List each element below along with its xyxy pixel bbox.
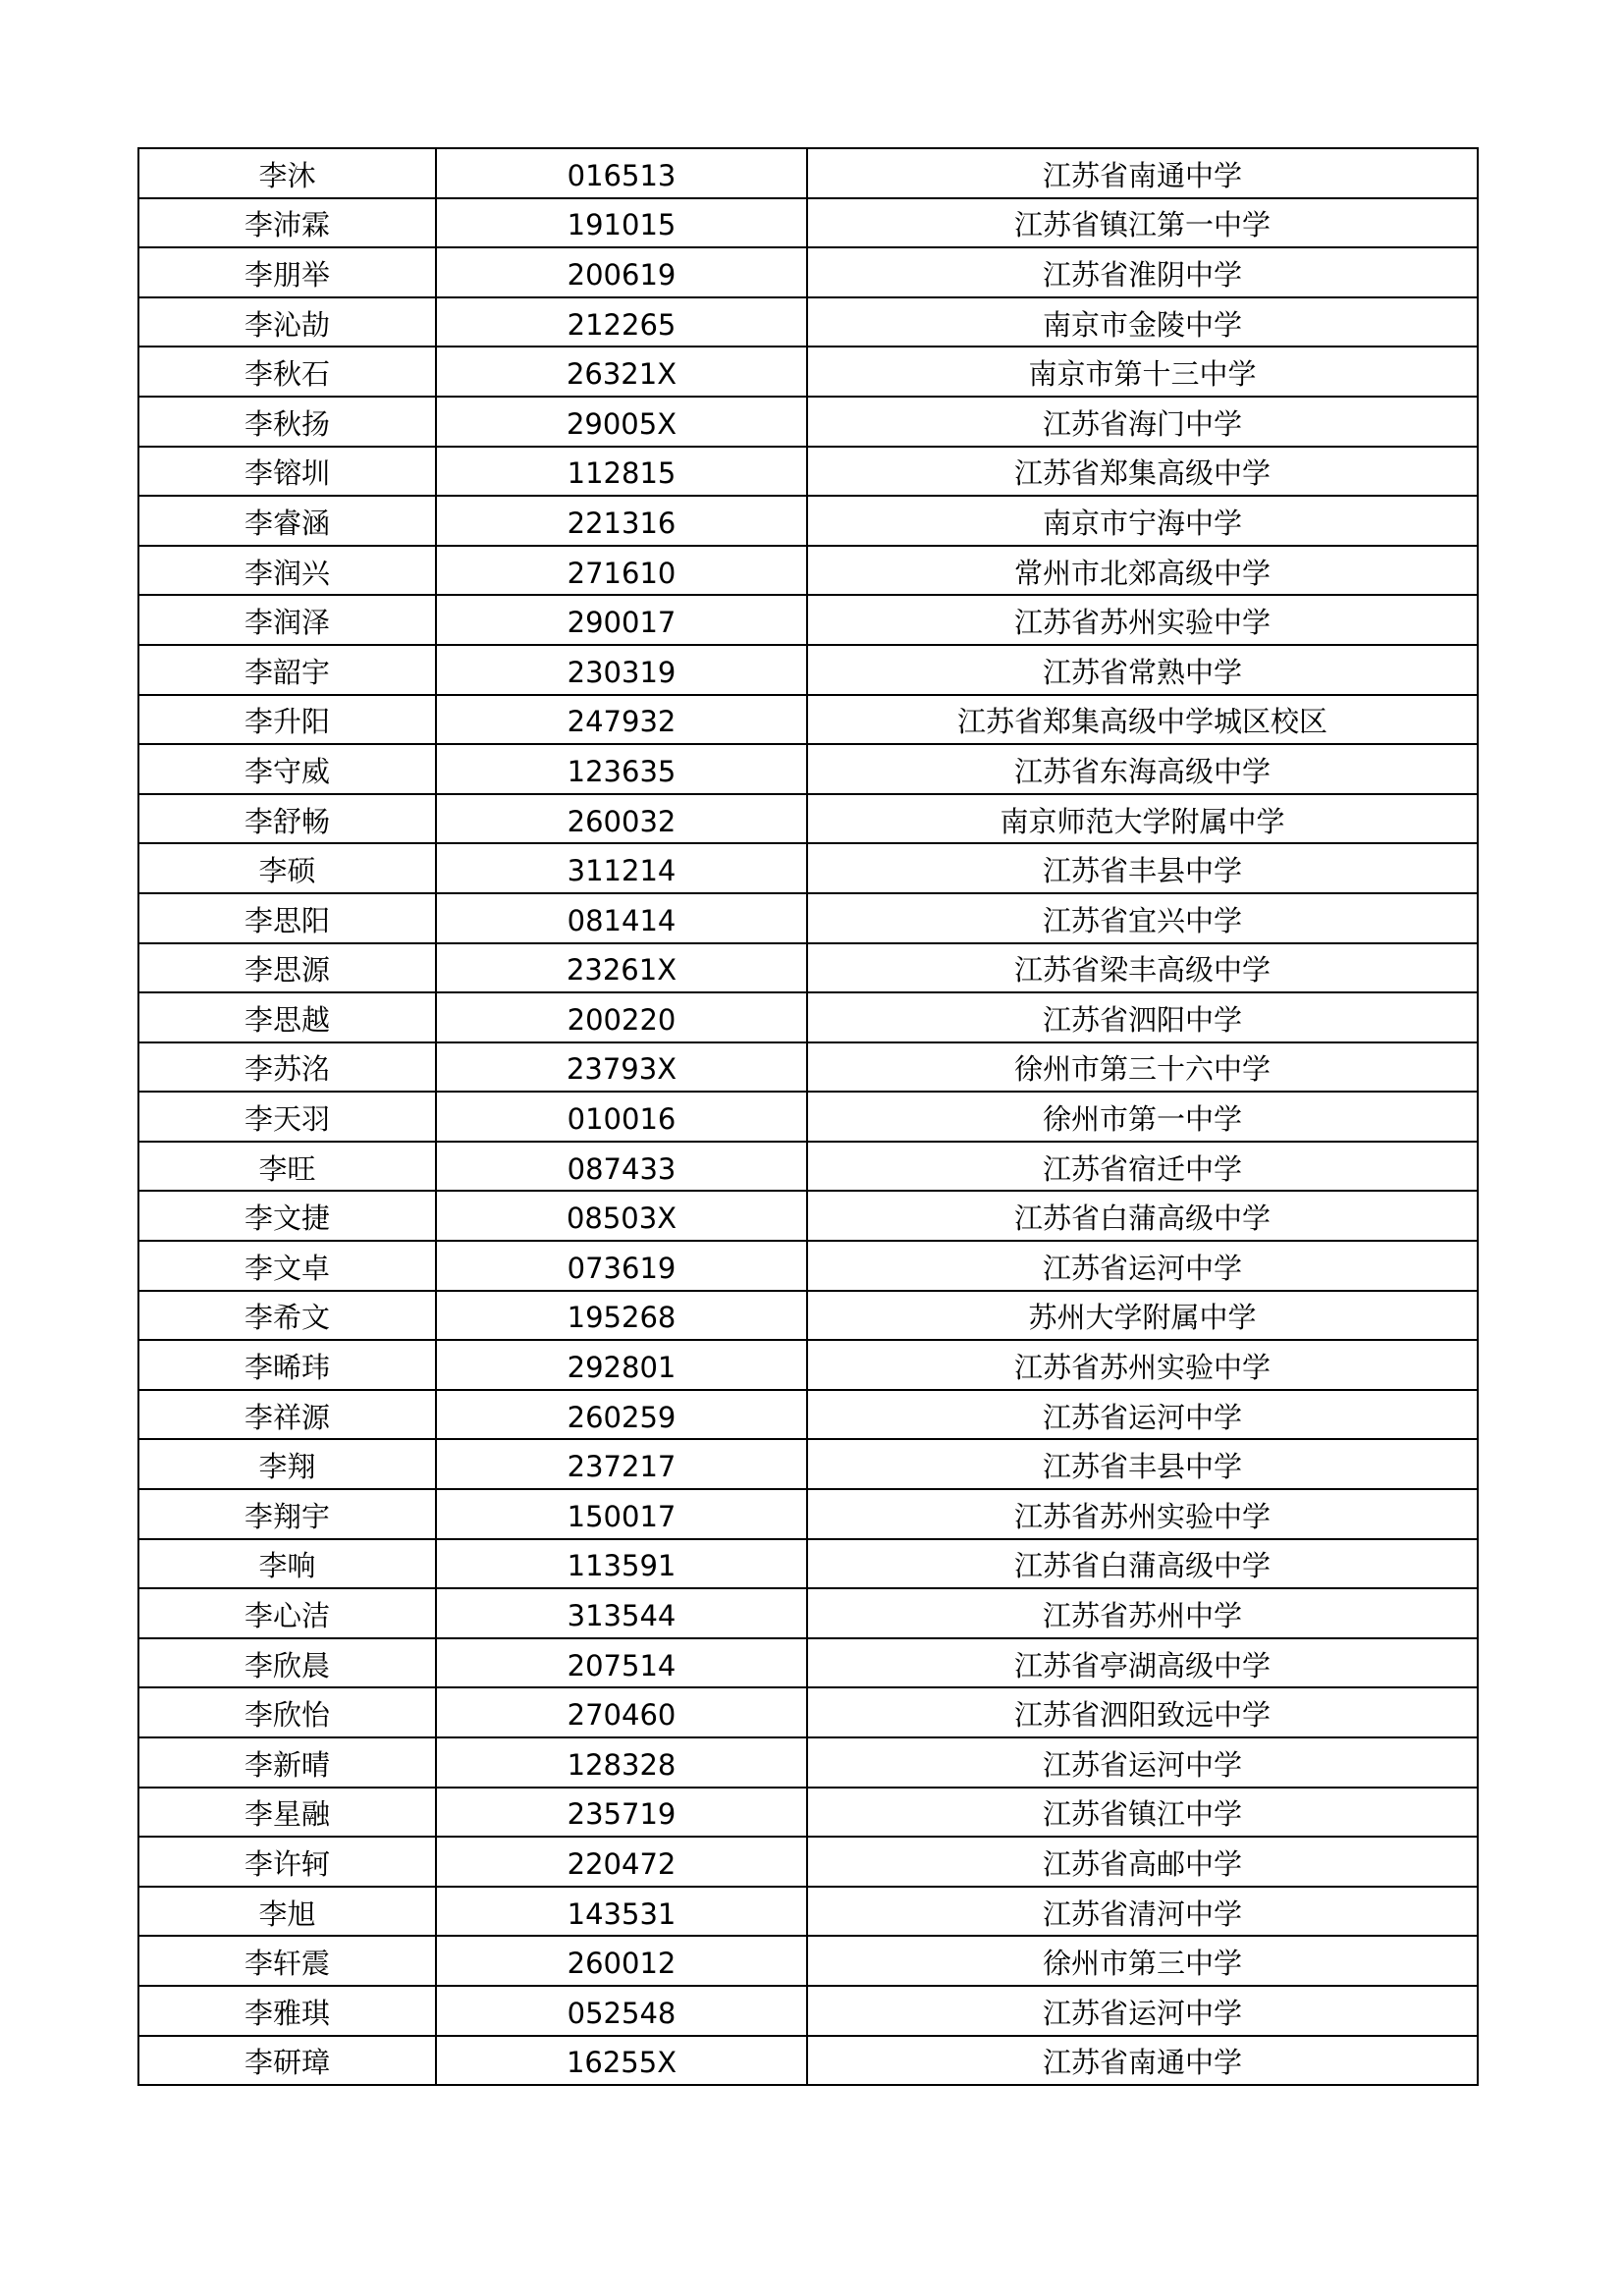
school-cell-text: 江苏省清河中学 xyxy=(1042,1896,1242,1931)
table-row xyxy=(138,496,1478,546)
school-cell-text: 江苏省镇江第一中学 xyxy=(1013,208,1271,242)
name-cell-text: 李心洁 xyxy=(244,1599,330,1633)
id-cell xyxy=(436,1539,807,1589)
table-row xyxy=(138,1092,1478,1142)
school-cell-text: 江苏省郑集高级中学 xyxy=(1013,456,1271,491)
table-row xyxy=(138,2036,1478,2086)
id-cell-text: 112815 xyxy=(567,456,677,491)
school-cell-text: 江苏省苏州实验中学 xyxy=(1013,1351,1271,1385)
name-cell xyxy=(138,397,436,447)
id-cell xyxy=(436,1340,807,1390)
roster-table xyxy=(137,147,1479,2086)
school-cell xyxy=(807,794,1478,844)
school-cell xyxy=(807,1439,1478,1489)
school-cell-text: 南京市第十三中学 xyxy=(1028,357,1257,392)
name-cell-text: 李思源 xyxy=(244,953,330,988)
name-cell xyxy=(138,794,436,844)
school-cell xyxy=(807,1241,1478,1291)
id-cell-text: 311214 xyxy=(567,854,677,888)
id-cell xyxy=(436,347,807,397)
id-cell-text: 212265 xyxy=(567,307,677,342)
school-cell-text: 徐州市第三十六中学 xyxy=(1013,1052,1271,1087)
id-cell xyxy=(436,1241,807,1291)
name-cell xyxy=(138,297,436,347)
school-cell xyxy=(807,546,1478,596)
name-cell xyxy=(138,1241,436,1291)
name-cell-text: 李新晴 xyxy=(244,1747,330,1782)
school-cell xyxy=(807,1291,1478,1341)
name-cell xyxy=(138,148,436,198)
id-cell-text: 271610 xyxy=(567,556,677,590)
school-cell-text: 江苏省丰县中学 xyxy=(1042,854,1242,888)
school-cell-text: 江苏省泗阳中学 xyxy=(1042,1002,1242,1037)
id-cell xyxy=(436,1687,807,1737)
name-cell xyxy=(138,595,436,645)
school-cell xyxy=(807,496,1478,546)
name-cell-text: 李研璋 xyxy=(244,2046,330,2080)
school-cell-text: 江苏省白蒲高级中学 xyxy=(1013,1549,1271,1583)
name-cell-text: 李沁劼 xyxy=(244,307,330,342)
school-cell xyxy=(807,447,1478,497)
id-cell-text: 220472 xyxy=(567,1846,677,1881)
name-cell xyxy=(138,546,436,596)
school-cell-text: 徐州市第三中学 xyxy=(1042,1947,1242,1981)
school-cell-text: 江苏省白蒲高级中学 xyxy=(1013,1201,1271,1236)
school-cell-text: 江苏省苏州实验中学 xyxy=(1013,1499,1271,1533)
id-cell-text: 128328 xyxy=(567,1747,677,1782)
name-cell-text: 李欣怡 xyxy=(244,1698,330,1733)
name-cell-text: 李晞玮 xyxy=(244,1351,330,1385)
name-cell xyxy=(138,1142,436,1192)
table-row xyxy=(138,1489,1478,1539)
id-cell xyxy=(436,496,807,546)
school-cell xyxy=(807,744,1478,794)
table-row xyxy=(138,1788,1478,1838)
table-row xyxy=(138,1638,1478,1688)
name-cell xyxy=(138,744,436,794)
name-cell xyxy=(138,1788,436,1838)
name-cell xyxy=(138,1638,436,1688)
id-cell-text: 235719 xyxy=(567,1797,677,1832)
school-cell-text: 江苏省苏州中学 xyxy=(1042,1599,1242,1633)
school-cell xyxy=(807,198,1478,248)
id-cell-text: 26321X xyxy=(566,357,677,392)
name-cell-text: 李轩震 xyxy=(244,1947,330,1981)
id-cell-text: 260012 xyxy=(567,1947,677,1981)
id-cell-text: 23793X xyxy=(566,1052,677,1087)
id-cell-text: 29005X xyxy=(566,406,677,441)
name-cell xyxy=(138,2036,436,2086)
school-cell xyxy=(807,1737,1478,1788)
id-cell xyxy=(436,1042,807,1093)
id-cell xyxy=(436,1142,807,1192)
id-cell xyxy=(436,794,807,844)
name-cell xyxy=(138,893,436,943)
name-cell xyxy=(138,1291,436,1341)
id-cell-text: 123635 xyxy=(567,754,677,788)
roster-table-body xyxy=(138,148,1478,2085)
school-cell-text: 江苏省运河中学 xyxy=(1042,1996,1242,2030)
school-cell xyxy=(807,1191,1478,1241)
name-cell xyxy=(138,1539,436,1589)
id-cell-text: 247932 xyxy=(567,705,677,739)
id-cell-text: 191015 xyxy=(567,208,677,242)
name-cell xyxy=(138,1986,436,2036)
table-row xyxy=(138,843,1478,893)
table-row xyxy=(138,943,1478,993)
id-cell-text: 221316 xyxy=(567,506,677,540)
id-cell xyxy=(436,992,807,1042)
school-cell-text: 江苏省运河中学 xyxy=(1042,1400,1242,1434)
name-cell-text: 李星融 xyxy=(244,1797,330,1832)
name-cell-text: 李润泽 xyxy=(244,606,330,640)
id-cell-text: 200220 xyxy=(567,1002,677,1037)
school-cell xyxy=(807,247,1478,297)
school-cell xyxy=(807,893,1478,943)
school-cell xyxy=(807,1887,1478,1937)
school-cell xyxy=(807,148,1478,198)
name-cell-text: 李思阳 xyxy=(244,903,330,937)
table-row xyxy=(138,1588,1478,1638)
table-row xyxy=(138,1390,1478,1440)
id-cell xyxy=(436,198,807,248)
name-cell-text: 李睿涵 xyxy=(244,506,330,540)
name-cell-text: 李舒畅 xyxy=(244,804,330,838)
name-cell-text: 李希文 xyxy=(244,1301,330,1335)
id-cell xyxy=(436,595,807,645)
id-cell xyxy=(436,843,807,893)
school-cell xyxy=(807,695,1478,745)
school-cell xyxy=(807,1837,1478,1887)
school-cell xyxy=(807,645,1478,695)
school-cell xyxy=(807,1142,1478,1192)
school-cell-text: 江苏省郑集高级中学城区校区 xyxy=(956,705,1327,739)
id-cell xyxy=(436,1291,807,1341)
table-row xyxy=(138,1439,1478,1489)
table-row xyxy=(138,1687,1478,1737)
name-cell xyxy=(138,1837,436,1887)
table-row xyxy=(138,447,1478,497)
school-cell xyxy=(807,1042,1478,1093)
name-cell xyxy=(138,943,436,993)
school-cell xyxy=(807,1588,1478,1638)
name-cell-text: 李响 xyxy=(258,1549,316,1583)
school-cell xyxy=(807,1788,1478,1838)
id-cell xyxy=(436,247,807,297)
name-cell-text: 李朋举 xyxy=(244,257,330,292)
id-cell-text: 260032 xyxy=(567,804,677,838)
school-cell xyxy=(807,1092,1478,1142)
id-cell xyxy=(436,1588,807,1638)
school-cell-text: 苏州大学附属中学 xyxy=(1028,1301,1257,1335)
school-cell-text: 江苏省南通中学 xyxy=(1042,158,1242,192)
school-cell-text: 江苏省宜兴中学 xyxy=(1042,903,1242,937)
id-cell-text: 260259 xyxy=(567,1400,677,1434)
id-cell xyxy=(436,1390,807,1440)
name-cell-text: 李升阳 xyxy=(244,705,330,739)
table-row xyxy=(138,1837,1478,1887)
id-cell xyxy=(436,546,807,596)
id-cell xyxy=(436,297,807,347)
school-cell-text: 江苏省南通中学 xyxy=(1042,2046,1242,2080)
school-cell xyxy=(807,2036,1478,2086)
table-row xyxy=(138,1986,1478,2036)
table-row xyxy=(138,1042,1478,1093)
school-cell xyxy=(807,992,1478,1042)
table-row xyxy=(138,1291,1478,1341)
name-cell-text: 李翔 xyxy=(258,1450,316,1484)
table-row xyxy=(138,546,1478,596)
school-cell-text: 徐州市第一中学 xyxy=(1042,1102,1242,1137)
id-cell-text: 016513 xyxy=(567,158,677,192)
id-cell xyxy=(436,893,807,943)
id-cell xyxy=(436,1936,807,1986)
table-row xyxy=(138,595,1478,645)
name-cell-text: 李旺 xyxy=(258,1151,316,1186)
id-cell-text: 313544 xyxy=(567,1599,677,1633)
school-cell xyxy=(807,347,1478,397)
school-cell-text: 江苏省东海高级中学 xyxy=(1013,754,1271,788)
id-cell xyxy=(436,1737,807,1788)
id-cell-text: 087433 xyxy=(567,1151,677,1186)
id-cell xyxy=(436,1638,807,1688)
school-cell xyxy=(807,1638,1478,1688)
name-cell-text: 李文捷 xyxy=(244,1201,330,1236)
name-cell-text: 李韶宇 xyxy=(244,655,330,689)
name-cell xyxy=(138,347,436,397)
name-cell-text: 李润兴 xyxy=(244,556,330,590)
id-cell xyxy=(436,1887,807,1937)
name-cell xyxy=(138,1936,436,1986)
id-cell-text: 195268 xyxy=(567,1301,677,1335)
table-row xyxy=(138,1737,1478,1788)
school-cell-text: 南京市宁海中学 xyxy=(1042,506,1242,540)
id-cell xyxy=(436,1837,807,1887)
name-cell xyxy=(138,645,436,695)
table-row xyxy=(138,1142,1478,1192)
school-cell-text: 江苏省海门中学 xyxy=(1042,406,1242,441)
school-cell-text: 江苏省淮阴中学 xyxy=(1042,257,1242,292)
school-cell xyxy=(807,1390,1478,1440)
table-row xyxy=(138,148,1478,198)
table-row xyxy=(138,1191,1478,1241)
id-cell xyxy=(436,1191,807,1241)
school-cell-text: 江苏省泗阳致远中学 xyxy=(1013,1698,1271,1733)
school-cell xyxy=(807,1986,1478,2036)
table-row xyxy=(138,297,1478,347)
name-cell xyxy=(138,695,436,745)
school-cell-text: 江苏省宿迁中学 xyxy=(1042,1151,1242,1186)
id-cell xyxy=(436,1489,807,1539)
table-row xyxy=(138,744,1478,794)
table-row xyxy=(138,1241,1478,1291)
id-cell xyxy=(436,695,807,745)
id-cell xyxy=(436,447,807,497)
name-cell xyxy=(138,1737,436,1788)
name-cell-text: 李硕 xyxy=(258,854,316,888)
id-cell-text: 052548 xyxy=(567,1996,677,2030)
name-cell xyxy=(138,843,436,893)
name-cell xyxy=(138,496,436,546)
name-cell-text: 李沛霖 xyxy=(244,208,330,242)
id-cell-text: 290017 xyxy=(567,606,677,640)
id-cell-text: 230319 xyxy=(567,655,677,689)
table-row xyxy=(138,397,1478,447)
name-cell xyxy=(138,1340,436,1390)
name-cell xyxy=(138,1092,436,1142)
id-cell xyxy=(436,397,807,447)
school-cell-text: 江苏省高邮中学 xyxy=(1042,1846,1242,1881)
id-cell-text: 200619 xyxy=(567,257,677,292)
id-cell-text: 143531 xyxy=(567,1896,677,1931)
school-cell xyxy=(807,1687,1478,1737)
table-row xyxy=(138,1936,1478,1986)
name-cell-text: 李欣晨 xyxy=(244,1648,330,1682)
id-cell-text: 113591 xyxy=(567,1549,677,1583)
school-cell xyxy=(807,1936,1478,1986)
table-row xyxy=(138,992,1478,1042)
name-cell-text: 李祥源 xyxy=(244,1400,330,1434)
table-row xyxy=(138,247,1478,297)
name-cell xyxy=(138,1439,436,1489)
id-cell-text: 16255X xyxy=(566,2046,677,2080)
school-cell-text: 江苏省丰县中学 xyxy=(1042,1450,1242,1484)
school-cell-text: 常州市北郊高级中学 xyxy=(1013,556,1271,590)
name-cell-text: 李秋扬 xyxy=(244,406,330,441)
school-cell xyxy=(807,297,1478,347)
school-cell xyxy=(807,397,1478,447)
school-cell-text: 江苏省苏州实验中学 xyxy=(1013,606,1271,640)
name-cell-text: 李旭 xyxy=(258,1896,316,1931)
school-cell xyxy=(807,1340,1478,1390)
id-cell-text: 237217 xyxy=(567,1450,677,1484)
id-cell-text: 081414 xyxy=(567,903,677,937)
name-cell-text: 李苏洺 xyxy=(244,1052,330,1087)
school-cell xyxy=(807,943,1478,993)
id-cell-text: 270460 xyxy=(567,1698,677,1733)
name-cell xyxy=(138,1042,436,1093)
name-cell-text: 李文卓 xyxy=(244,1251,330,1285)
school-cell xyxy=(807,1539,1478,1589)
id-cell-text: 292801 xyxy=(567,1351,677,1385)
name-cell-text: 李镕圳 xyxy=(244,456,330,491)
name-cell xyxy=(138,1887,436,1937)
name-cell-text: 李雅琪 xyxy=(244,1996,330,2030)
name-cell-text: 李思越 xyxy=(244,1002,330,1037)
name-cell-text: 李守威 xyxy=(244,754,330,788)
name-cell xyxy=(138,992,436,1042)
school-cell-text: 南京市金陵中学 xyxy=(1042,307,1242,342)
id-cell xyxy=(436,148,807,198)
table-row xyxy=(138,1340,1478,1390)
name-cell-text: 李翔宇 xyxy=(244,1499,330,1533)
id-cell xyxy=(436,744,807,794)
id-cell-text: 23261X xyxy=(566,953,677,988)
table-row xyxy=(138,1539,1478,1589)
table-row xyxy=(138,645,1478,695)
id-cell-text: 010016 xyxy=(567,1102,677,1137)
school-cell-text: 江苏省梁丰高级中学 xyxy=(1013,953,1271,988)
school-cell xyxy=(807,595,1478,645)
school-cell-text: 江苏省亭湖高级中学 xyxy=(1013,1648,1271,1682)
table-row xyxy=(138,794,1478,844)
id-cell xyxy=(436,1986,807,2036)
table-row xyxy=(138,347,1478,397)
name-cell xyxy=(138,1390,436,1440)
table-row xyxy=(138,695,1478,745)
school-cell xyxy=(807,843,1478,893)
name-cell xyxy=(138,447,436,497)
table-row xyxy=(138,198,1478,248)
id-cell xyxy=(436,943,807,993)
id-cell xyxy=(436,1439,807,1489)
name-cell-text: 李天羽 xyxy=(244,1102,330,1137)
school-cell-text: 江苏省运河中学 xyxy=(1042,1251,1242,1285)
name-cell xyxy=(138,1489,436,1539)
school-cell xyxy=(807,1489,1478,1539)
id-cell-text: 08503X xyxy=(566,1201,677,1236)
name-cell xyxy=(138,247,436,297)
id-cell xyxy=(436,645,807,695)
school-cell-text: 江苏省运河中学 xyxy=(1042,1747,1242,1782)
id-cell xyxy=(436,1788,807,1838)
name-cell xyxy=(138,198,436,248)
table-row xyxy=(138,893,1478,943)
id-cell xyxy=(436,1092,807,1142)
table-row xyxy=(138,1887,1478,1937)
name-cell xyxy=(138,1687,436,1737)
name-cell-text: 李秋石 xyxy=(244,357,330,392)
id-cell-text: 150017 xyxy=(567,1499,677,1533)
name-cell xyxy=(138,1588,436,1638)
name-cell-text: 李许轲 xyxy=(244,1846,330,1881)
id-cell-text: 207514 xyxy=(567,1648,677,1682)
name-cell-text: 李沐 xyxy=(258,158,316,192)
id-cell-text: 073619 xyxy=(567,1251,677,1285)
id-cell xyxy=(436,2036,807,2086)
school-cell-text: 江苏省镇江中学 xyxy=(1042,1797,1242,1832)
name-cell xyxy=(138,1191,436,1241)
school-cell-text: 江苏省常熟中学 xyxy=(1042,655,1242,689)
school-cell-text: 南京师范大学附属中学 xyxy=(1000,804,1285,838)
